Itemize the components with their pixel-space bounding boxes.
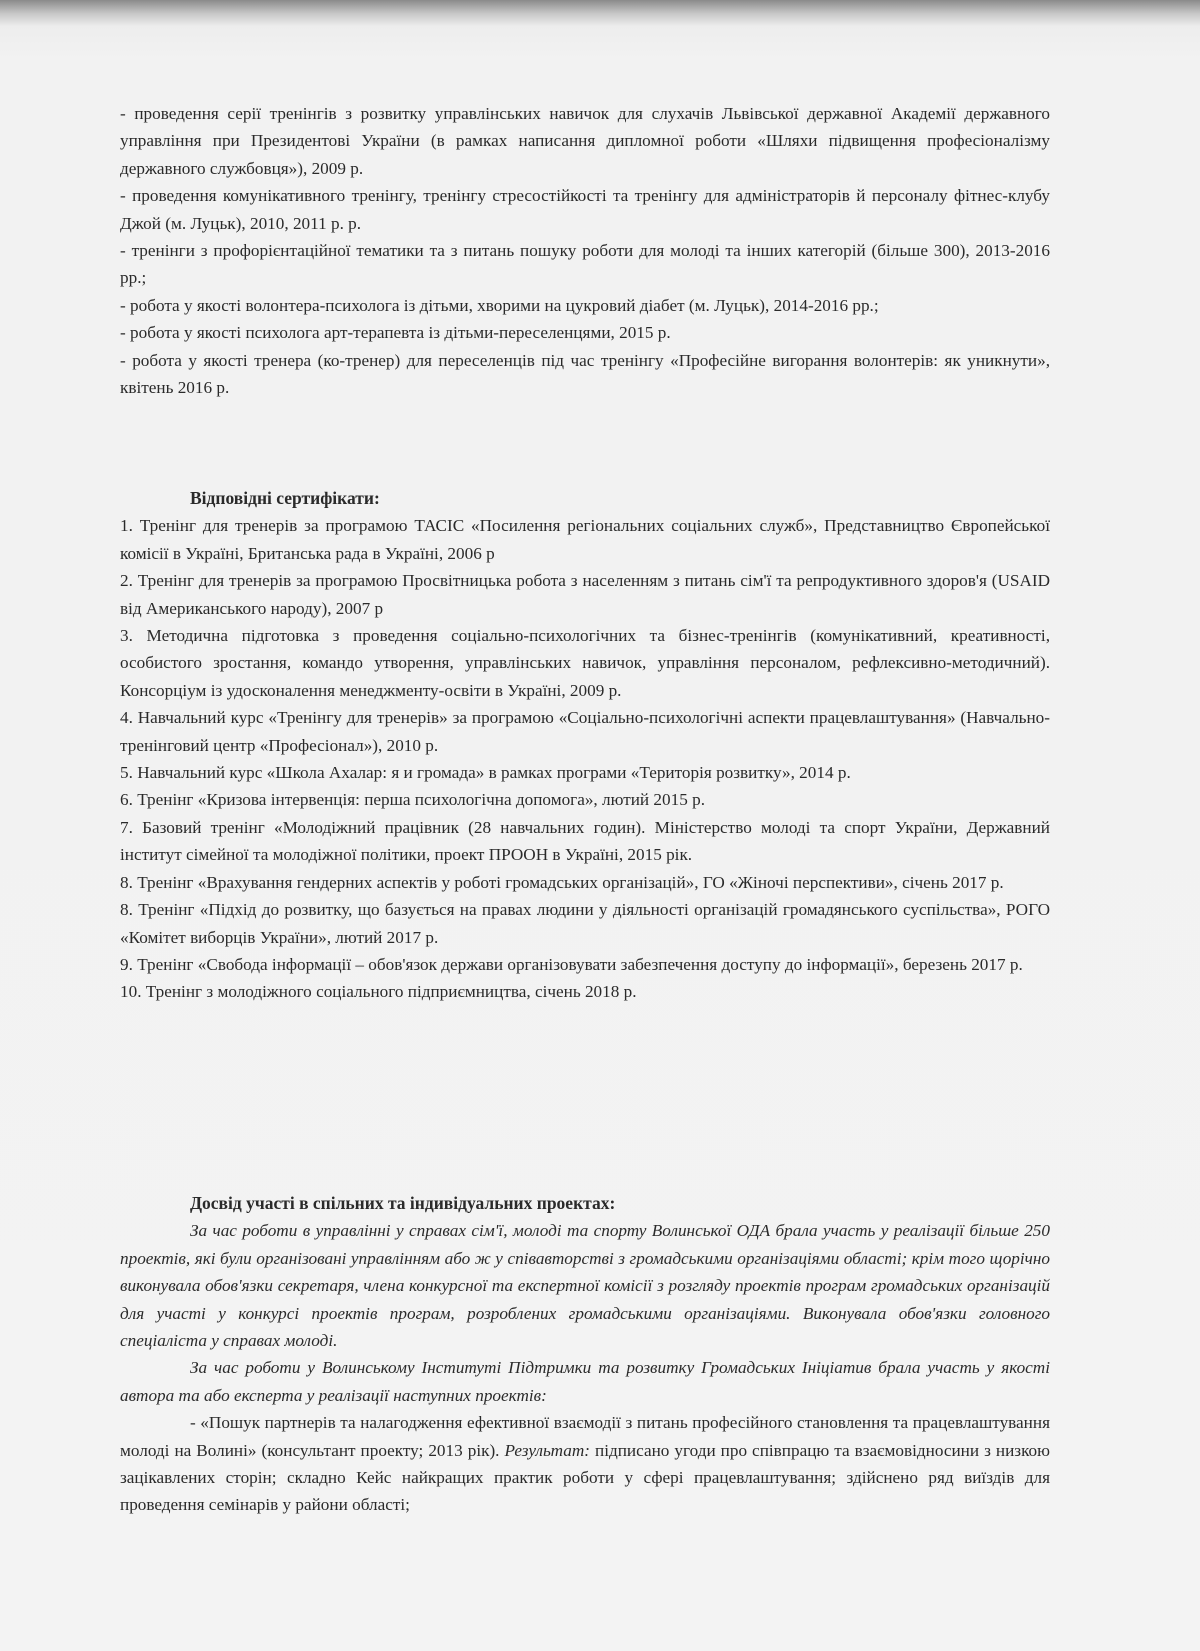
list-item: - тренінги з профорієнтаційної тематики та з питань пошуку роботи для молоді та інших категорій (більше 300), 2013-2016 рр.; <box>120 241 1050 288</box>
project-item-text: - «Пошук партнерів та налагодження ефективної взаємодії з питань професійного становлення та працевлаштування молоді на Волині» (консультант проекту; 2013 рік). <box>120 1413 1050 1460</box>
certificate-item: 6. Тренінг «Кризова інтервенція: перша психологічна допомога», лютий 2015 р. <box>120 790 705 810</box>
list-item: - проведення серії тренінгів з розвитку управлінських навичок для слухачів Львівської державної Академії державного управління при Президентові України (в рамках написання дипломної роботи «Шляхи підвищення професіоналізму державного службовця»), 2009 р. <box>120 104 1050 178</box>
certificate-item: 2. Тренінг для тренерів за програмою Просвітницька робота з населенням з питань сім'ї та репродуктивного здоров'я (USAID від Американського народу), 2007 р <box>120 571 1050 618</box>
list-item: - робота у якості волонтера-психолога із дітьми, хворими на цукровий діабет (м. Луцьк), 2014-2016 рр.; <box>120 295 879 315</box>
list-item: - проведення комунікативного тренінгу, тренінгу стресостійкості та тренінгу для адміністраторів й персоналу фітнес-клубу Джой (м. Луцьк), 2010, 2011 р. р. <box>120 186 1050 233</box>
projects-paragraph: За час роботи в управлінні у справах сім'ї, молоді та спорту Волинської ОДА брала участь у реалізації більше 250 проектів, які були організовані управлінням або ж у співавторстві з громадськими організаціями області; крім того щорічно виконувала обов'язки секретаря, члена конкурсної та експертної комісії з розгляду проектів програм громадських організацій для участі у конкурсі проектів програм, розроблених громадськими організаціями. Виконувала обов'язки головного спеціаліста у справах молоді. <box>120 1221 1050 1351</box>
certificate-item: 4. Навчальний курс «Тренінгу для тренерів» за програмою «Соціально-психологічні аспекти працевлаштування» (Навчально-тренінговий центр «Професіонал»), 2010 р. <box>120 708 1050 755</box>
certificate-item: 8. Тренінг «Врахування гендерних аспектів у роботі громадських організацій», ГО «Жіночі перспективи», січень 2017 р. <box>120 872 1004 892</box>
certificate-item: 8. Тренінг «Підхід до розвитку, що базується на правах людини у діяльності організацій громадянського суспільства», РОГО «Комітет виборців України», лютий 2017 р. <box>120 900 1050 947</box>
certificates-section <box>120 485 1050 1006</box>
certificate-item: 9. Тренінг «Свобода інформації – обов'язок держави організовувати забезпечення доступу до інформації», березень 2017 р. <box>120 954 1023 974</box>
project-result-text: підписано угоди про співпрацю та взаємовідносини з низкою зацікавлених сторін; складно Кейс найкращих практик роботи у сфері працевлаштування; здійснено ряд виїздів для проведення семінарів у райони області; <box>120 1440 1050 1515</box>
certificates-heading: Відповідні сертифікати: <box>190 488 380 508</box>
projects-heading: Досвід участі в спільних та індивідуальних проектах: <box>190 1193 616 1213</box>
list-item: - робота у якості психолога арт-терапевта із дітьми-переселенцями, 2015 р. <box>120 323 671 343</box>
training-experience-list <box>120 100 1050 401</box>
certificate-item: 10. Тренінг з молодіжного соціального підприємництва, січень 2018 р. <box>120 982 637 1002</box>
certificate-item: 3. Методична підготовка з проведення соціально-психологічних та бізнес-тренінгів (комунікативний, креативності, особистого зростання, командо утворення, управлінських навичок, управління персоналом, рефлексивно-методичний). Консорціум із удосконалення менеджменту-освіти в Україні, 2009 р. <box>120 626 1050 700</box>
projects-paragraph: За час роботи у Волинському Інституті Підтримки та розвитку Громадських Ініціатив брала участь у якості автора та або експерта у реалізації наступних проектів: <box>120 1358 1050 1405</box>
certificate-item: 5. Навчальний курс «Школа Ахалар: я и громада» в рамках програми «Територія розвитку», 2014 р. <box>120 763 851 783</box>
project-result-label: Результат: <box>504 1440 590 1460</box>
certificate-item: 1. Тренінг для тренерів за програмою ТАСІС «Посилення регіональних соціальних служб», Представництво Європейської комісії в Україні, Британська рада в Україні, 2006 р <box>120 516 1050 563</box>
project-item <box>120 1409 1050 1519</box>
list-item: - робота у якості тренера (ко-тренер) для переселенців під час тренінгу «Професійне вигорання волонтерів: як уникнути», квітень 2016 р. <box>120 350 1050 398</box>
projects-section <box>120 1190 1050 1519</box>
certificate-item: 7. Базовий тренінг «Молодіжний працівник (28 навчальних годин). Міністерство молоді та спорт України, Державний інститут сімейної та молодіжної політики, проект ПРООН в Україні, 2015 рік. <box>120 817 1050 865</box>
